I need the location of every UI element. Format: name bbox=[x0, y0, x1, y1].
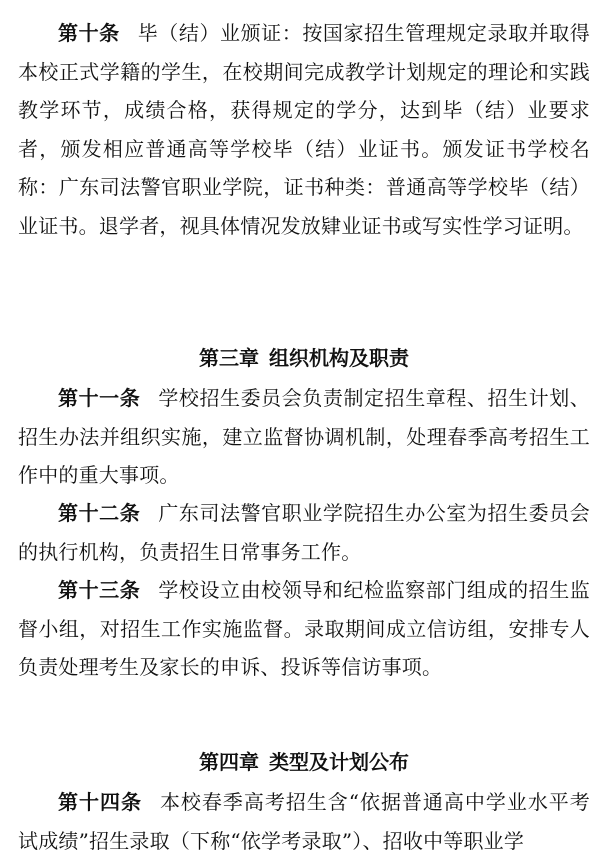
chapter-title: 组织机构及职责 bbox=[269, 346, 409, 370]
article-13 bbox=[18, 571, 590, 687]
article-text: 本校春季高考招生含“依据普通高中学业水平考试成绩”招生录取（下称“依学考录取”）、招收中等职业学 bbox=[18, 790, 590, 853]
article-text: 广东司法警官职业学院招生办公室为招生委员会的执行机构，负责招生日常事务工作。 bbox=[18, 501, 590, 564]
chapter-3-heading bbox=[18, 339, 590, 378]
chapter-number: 第四章 bbox=[199, 750, 259, 774]
article-14 bbox=[18, 783, 590, 860]
article-text: 学校招生委员会负责制定招生章程、招生计划、招生办法并组织实施，建立监督协调机制，处理春季高考招生工作中的重大事项。 bbox=[18, 386, 590, 487]
chapter-number: 第三章 bbox=[199, 346, 259, 370]
article-number: 第十二条 bbox=[58, 501, 141, 525]
article-11 bbox=[18, 379, 590, 495]
article-number: 第十条 bbox=[58, 21, 120, 45]
chapter-title: 类型及计划公布 bbox=[269, 750, 409, 774]
article-10 bbox=[18, 14, 590, 245]
article-number: 第十三条 bbox=[58, 578, 141, 602]
chapter-4-heading bbox=[18, 743, 590, 782]
article-number: 第十一条 bbox=[58, 386, 141, 410]
article-12 bbox=[18, 494, 590, 571]
article-text: 学校设立由校领导和纪检监察部门组成的招生监督小组，对招生工作实施监督。录取期间成立信访组，安排专人负责处理考生及家长的申诉、投诉等信访事项。 bbox=[18, 578, 590, 679]
article-number: 第十四条 bbox=[58, 790, 142, 814]
article-text: 毕（结）业颁证：按国家招生管理规定录取并取得本校正式学籍的学生，在校期间完成教学计划规定的理论和实践教学环节，成绩合格，获得规定的学分，达到毕（结）业要求者，颁发相应普通高等学校毕（结）业证书。颁发证书学校名称：广东司法警官职业学院，证书种类：普通高等学校毕（结）业证书。退学者，视具体情况发放肄业证书或写实性学习证明。 bbox=[18, 21, 590, 238]
